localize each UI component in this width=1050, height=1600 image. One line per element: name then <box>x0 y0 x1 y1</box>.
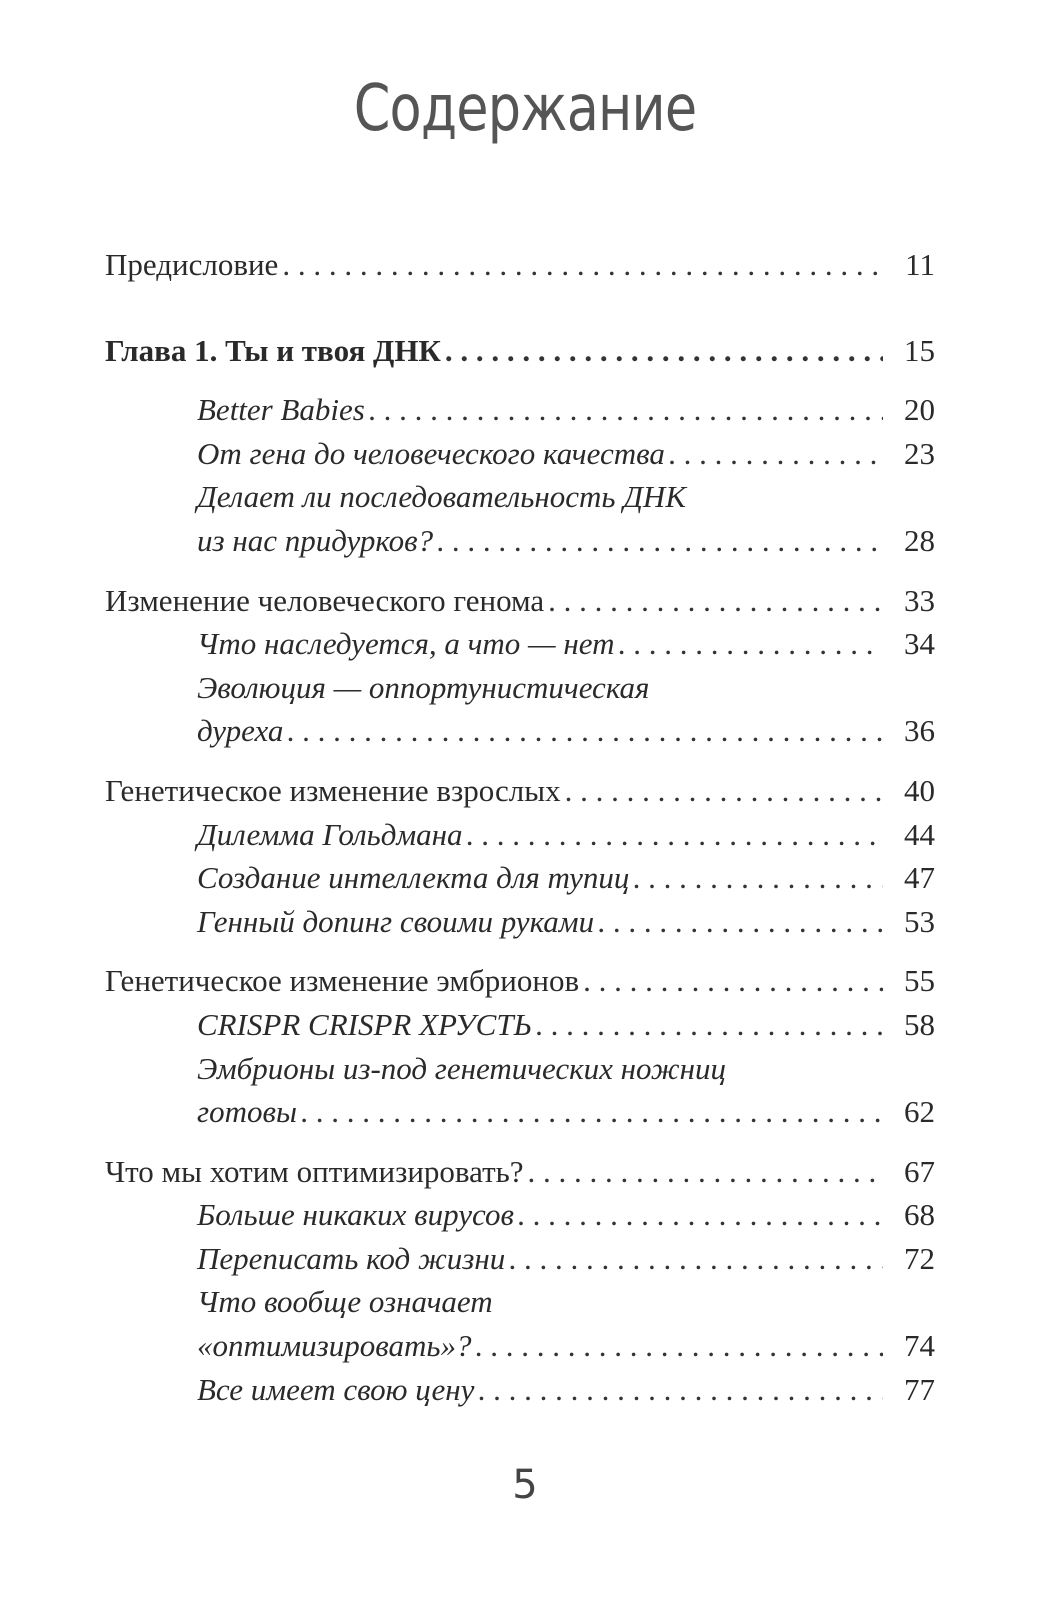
toc-entry-title: Генетическое изменение эмбрионов <box>105 963 580 999</box>
toc-entry-title: дуреха <box>197 713 284 749</box>
toc-entry-intellect[interactable] <box>105 856 935 900</box>
toc-entry-page: 53 <box>904 903 935 939</box>
dot-leader <box>301 1090 883 1134</box>
toc-entry-page: 44 <box>904 816 935 852</box>
toc-entry-line: Делает ли последовательность ДНК <box>197 479 686 515</box>
toc-entry-title: Больше никаких вирусов <box>197 1197 514 1233</box>
toc-entry-title: Изменение человеческого генома <box>105 582 545 618</box>
toc-entry-line: Эволюция — оппортунистическая <box>197 669 650 705</box>
toc-entry-page: 68 <box>904 1197 935 1233</box>
toc-entry-page: 20 <box>904 392 935 428</box>
toc-entry-title: Генный допинг своими руками <box>197 903 595 939</box>
toc-entry-title: Генетическое изменение взрослых <box>105 772 561 808</box>
dot-leader <box>548 579 883 623</box>
toc-entry-title: Better Babies <box>197 392 365 428</box>
dot-leader <box>565 769 883 813</box>
toc-entry-page: 15 <box>904 332 935 368</box>
dot-leader <box>518 1193 883 1237</box>
toc-entry-page: 74 <box>904 1328 935 1364</box>
toc-entry-evolution[interactable] <box>105 709 935 753</box>
toc-entry-code-of-life[interactable] <box>105 1237 935 1281</box>
dot-leader <box>509 1237 883 1281</box>
toc-entry-goldman[interactable] <box>105 813 935 857</box>
toc-entry-page: 36 <box>904 713 935 749</box>
toc-entry-title: из нас придурков? <box>197 522 434 558</box>
toc-entry-page: 55 <box>904 963 935 999</box>
dot-leader <box>618 622 883 666</box>
toc-entry-dna-sequence[interactable] <box>105 519 935 563</box>
toc-entry-title: CRISPR CRISPR ХРУСТЬ <box>197 1006 532 1042</box>
toc-entry-embryos[interactable] <box>105 959 935 1003</box>
dot-leader <box>287 709 883 753</box>
dot-leader <box>282 243 883 287</box>
dot-leader <box>437 519 883 563</box>
dot-leader <box>467 813 883 857</box>
table-of-contents <box>105 243 935 1411</box>
toc-entry-title: Переписать код жизни <box>197 1240 506 1276</box>
toc-entry-embryos-ready[interactable] <box>105 1090 935 1134</box>
dot-leader <box>476 1324 883 1368</box>
toc-entry-gene-to-quality[interactable] <box>105 432 935 476</box>
toc-entry-line: Эмбрионы из-под генетических ножниц <box>197 1050 726 1086</box>
dot-leader <box>633 856 883 900</box>
toc-entry-page: 28 <box>904 522 935 558</box>
toc-entry-page: 34 <box>904 626 935 662</box>
page-title: Содержание <box>353 72 697 146</box>
toc-entry-page: 23 <box>904 435 935 471</box>
dot-leader <box>445 329 883 373</box>
dot-leader <box>478 1368 883 1412</box>
toc-entry-better-babies[interactable] <box>105 388 935 432</box>
toc-entry-page: 58 <box>904 1006 935 1042</box>
toc-entry-title: Глава 1. Ты и твоя ДНК <box>105 332 441 368</box>
toc-entry-page: 72 <box>904 1240 935 1276</box>
toc-entry-crispr[interactable] <box>105 1003 935 1047</box>
toc-entry-page: 77 <box>904 1371 935 1407</box>
toc-entry-title: «оптимизировать»? <box>197 1328 472 1364</box>
toc-entry-page: 47 <box>904 860 935 896</box>
dot-leader <box>536 1003 883 1047</box>
toc-entry-title: От гена до человеческого качества <box>197 435 665 471</box>
toc-entry-title: Что наследуется, а что — нет <box>197 626 615 662</box>
toc-entry-what-optimize-means[interactable] <box>105 1324 935 1368</box>
toc-entry-title: готовы <box>197 1094 297 1130</box>
toc-entry-price[interactable] <box>105 1368 935 1412</box>
toc-entry-adults[interactable] <box>105 769 935 813</box>
toc-entry-title: Дилемма Гольдмана <box>197 816 463 852</box>
toc-entry-title: Создание интеллекта для тупиц <box>197 860 630 896</box>
dot-leader <box>598 900 883 944</box>
toc-entry-page: 67 <box>904 1153 935 1189</box>
toc-entry-title: Что мы хотим оптимизировать? <box>105 1153 524 1189</box>
toc-entry-page: 62 <box>904 1094 935 1130</box>
toc-entry-page: 11 <box>905 247 935 282</box>
toc-entry-page: 40 <box>904 772 935 808</box>
toc-entry-page: 33 <box>904 582 935 618</box>
toc-entry-gene-doping[interactable] <box>105 900 935 944</box>
toc-entry-inherited[interactable] <box>105 622 935 666</box>
toc-entry-optimize[interactable] <box>105 1150 935 1194</box>
toc-entry-viruses[interactable] <box>105 1193 935 1237</box>
dot-leader <box>583 959 883 1003</box>
dot-leader <box>528 1150 883 1194</box>
toc-entry-chapter-1[interactable] <box>105 329 935 373</box>
dot-leader <box>369 388 883 432</box>
toc-entry-title: Все имеет свою цену <box>197 1371 475 1407</box>
toc-entry-title: Предисловие <box>105 247 279 282</box>
page-number: 5 <box>512 1462 538 1508</box>
toc-entry-preface[interactable] <box>105 243 935 287</box>
dot-leader <box>669 432 883 476</box>
toc-entry-human-genome[interactable] <box>105 579 935 623</box>
toc-entry-line: Что вообще означает <box>197 1284 493 1320</box>
